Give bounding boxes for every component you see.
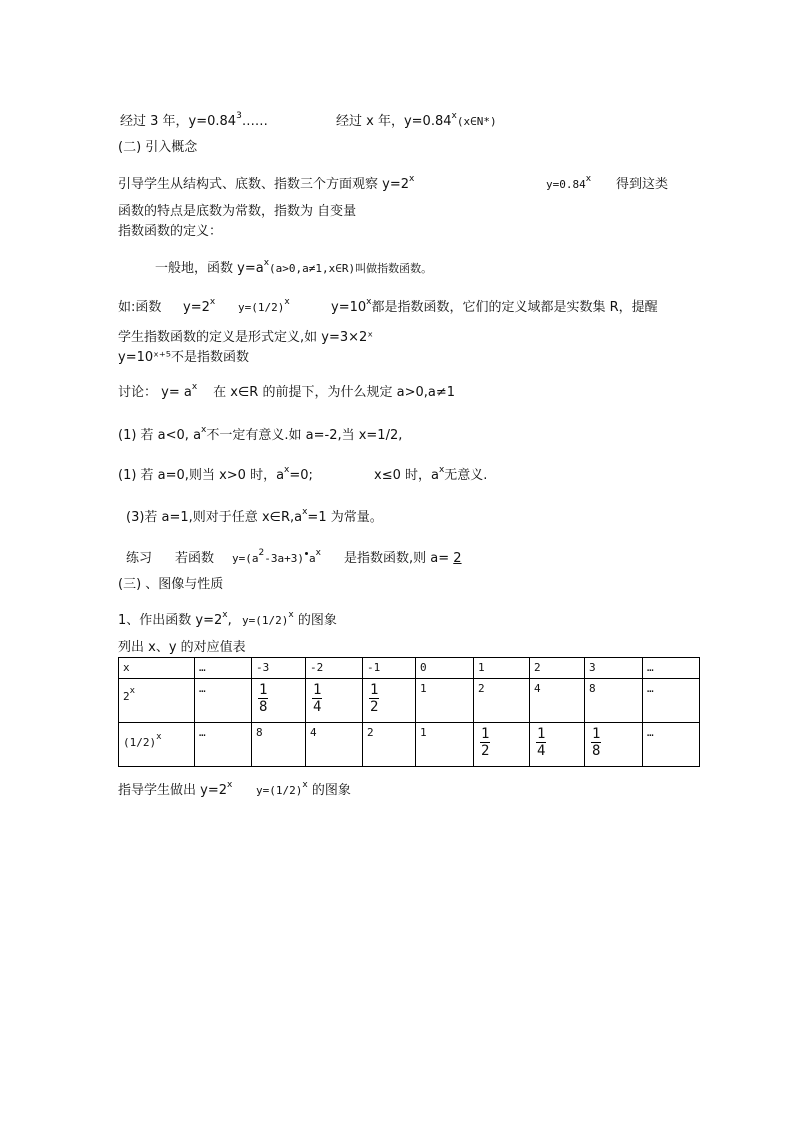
table-cell: x <box>119 658 195 679</box>
practice-question: 是指数函数,则 a= 2 <box>344 551 462 566</box>
example-fn-3: $y=10^x$都是指数函数，它们的定义域都是实数集 R，提醒 <box>331 297 658 315</box>
table-title: 列出 x、y 的对应值表 <box>118 640 246 655</box>
step-1-b: $y=(1/2)^x$ 的图象 <box>242 610 337 628</box>
table-cell: … <box>643 658 700 679</box>
example-line-1a: 如:函数 <box>118 300 162 315</box>
table-cell <box>585 723 643 767</box>
table-cell: 1 <box>474 658 530 679</box>
case-zero-a: (1) 若 a=0,则当 x>0 时，$a^x=0$; <box>118 465 313 483</box>
table-cell: … <box>195 679 252 723</box>
table-cell: 1 <box>416 679 474 723</box>
table-cell: 2 <box>530 658 585 679</box>
section-heading-3: (三) 、图像与性质 <box>118 577 224 592</box>
table-row-2x <box>119 679 700 723</box>
case-one: (3)若 a=1,则对于任意 $x\in R,a^x=1$ 为常量。 <box>126 507 383 525</box>
intro-line-1a: 引导学生从结构式、底数、指数三个方面观察 $y=2^x$ <box>118 174 415 192</box>
table-cell: 1 <box>416 723 474 767</box>
table-row-half-x <box>119 723 700 767</box>
line-x-years: 经过 x 年，$y=0.84^x(x\in N*)$ <box>336 111 497 129</box>
table-cell <box>252 679 306 723</box>
practice-b: 若函数 <box>175 551 215 566</box>
fraction: $\frac{1}{8}$ <box>592 726 601 759</box>
table-header-row <box>119 658 700 679</box>
line-three-years: 经过 3 年，$y=0.84^3\dots\dots$ <box>120 111 268 129</box>
table-cell: … <box>643 723 700 767</box>
table-cell <box>306 679 363 723</box>
table-cell: 4 <box>306 723 363 767</box>
table-cell: 4 <box>530 679 585 723</box>
discussion-line: 讨论： $y= a^x$ 在 x∈R 的前提下，为什么规定 a>0,a≠1 <box>118 382 455 400</box>
definition-text: 一般地，函数 $y=a^x(a>0,a\ne 1,x\in R)$叫做指数函数。 <box>155 258 433 276</box>
fraction: $\frac{1}{4}$ <box>313 682 322 715</box>
guide-line-a: 指导学生做出 $y=2^x$ <box>118 780 233 798</box>
table-cell: -3 <box>252 658 306 679</box>
practice-a: 练习 <box>126 551 153 566</box>
table-cell <box>363 679 416 723</box>
practice-formula: $y=(a^2-3a+3)$ $a^x$ <box>232 548 321 565</box>
fraction: $\frac{1}{4}$ <box>537 726 546 759</box>
definition-title: 指数函数的定义： <box>118 224 223 239</box>
fraction: $\frac{1}{2}$ <box>370 682 379 715</box>
table-cell: -1 <box>363 658 416 679</box>
table-cell: 8 <box>252 723 306 767</box>
example-fn-1: $y=2^x$ <box>183 297 216 315</box>
intro-line-1c: 得到这类 <box>616 177 669 192</box>
table-cell: 3 <box>585 658 643 679</box>
step-1-a: 1、作出函数 $y=2^x$, <box>118 610 232 628</box>
table-cell: 2 <box>474 679 530 723</box>
table-cell: 0 <box>416 658 474 679</box>
table-cell <box>530 723 585 767</box>
intro-line-2: 函数的特点是底数为常数，指数为 自变量 <box>118 204 357 219</box>
example-fn-2: $y=(1/2)^x$ <box>238 297 290 314</box>
value-table <box>118 657 700 767</box>
table-cell: … <box>195 723 252 767</box>
intro-line-1b: $y=0.84^x$ <box>546 174 592 191</box>
table-cell <box>474 723 530 767</box>
guide-line-b: $y=(1/2)^x$ 的图象 <box>256 780 351 798</box>
table-row-label: 2$^x$ <box>119 679 195 723</box>
table-cell: 8 <box>585 679 643 723</box>
case-negative: (1) 若 a<0, $a^x$不一定有意义.如 a=-2,当 x=1/2, <box>118 425 403 443</box>
table-cell: … <box>643 679 700 723</box>
multiply-dot <box>305 552 308 555</box>
table-cell: … <box>195 658 252 679</box>
section-heading-2: (二) 引入概念 <box>118 140 198 155</box>
fraction: $\frac{1}{2}$ <box>481 726 490 759</box>
example-line-3: y=10ˣ⁺⁵不是指数函数 <box>118 350 249 365</box>
table-row-label: $(1/2)^x$ <box>119 723 195 767</box>
table-cell: -2 <box>306 658 363 679</box>
example-line-2: 学生指数函数的定义是形式定义,如 y=3×2ˣ <box>118 330 374 345</box>
fraction: $\frac{1}{8}$ <box>259 682 268 715</box>
practice-answer: 2 <box>453 551 462 566</box>
table-cell: 2 <box>363 723 416 767</box>
case-zero-b: x≤0 时，$a^x$无意义. <box>374 465 488 483</box>
